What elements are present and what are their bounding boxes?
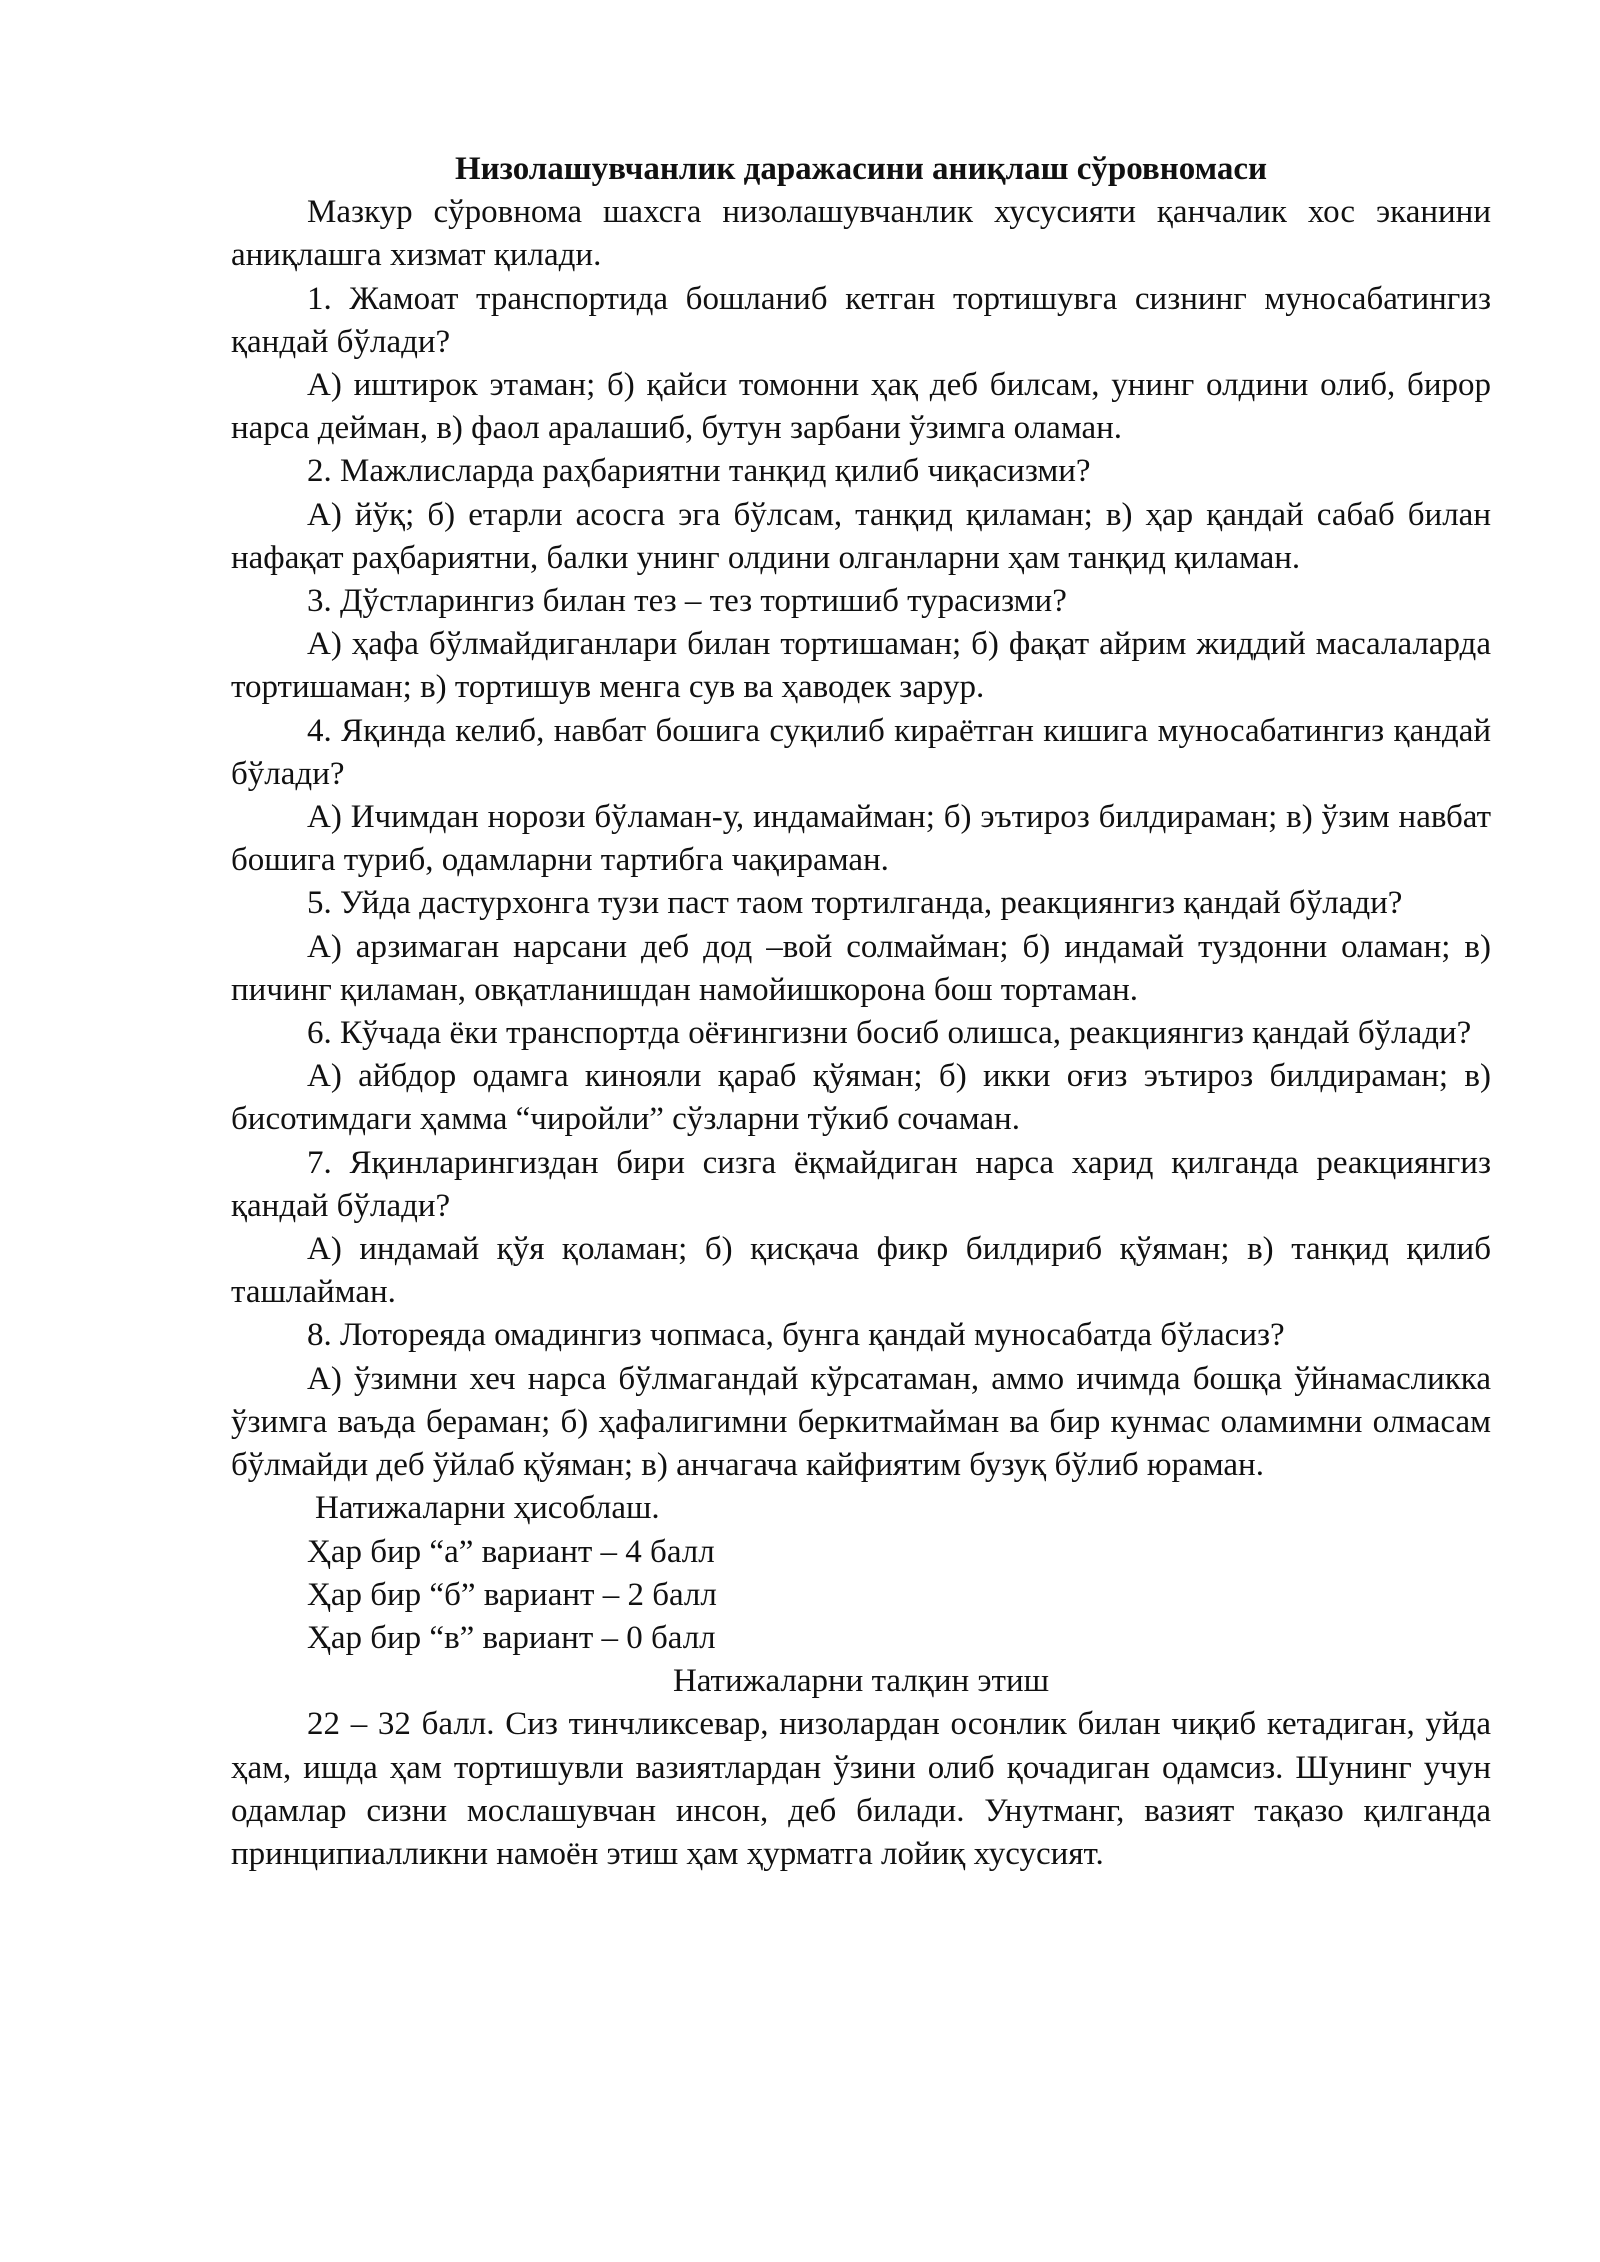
interpretation-title: Натижаларни талқин этиш xyxy=(672,1663,1050,1700)
scoring-rule-a: Ҳар бир “а” вариант – 4 балл xyxy=(307,1533,715,1570)
document-title: Низолашувчанлик даражасини аниқлаш сўровномаси xyxy=(454,151,1268,187)
intro-paragraph: Мазкур сўровнома шахсга низолашувчанлик хусусияти қанчалик хос эканини аниқлашга хизмат қилади. xyxy=(231,194,1491,274)
question-4: 4. Яқинда келиб, навбат бошига суқилиб кираётган кишига муносабатингиз қандай бўлади? xyxy=(231,712,1491,792)
answers-3: А) ҳафа бўлмайдиганлари билан тортишаман; б) фақат айрим жиддий масалаларда тортишаман; в) тортишув менга сув ва ҳаводек зарур. xyxy=(231,626,1491,706)
document-body xyxy=(231,148,1491,1876)
answers-5: А) арзимаган нарсани деб дод –вой солмайман; б) индамай туздонни оламан; в) пичинг қиламан, овқатланишдан намойишкорона бош тортаман. xyxy=(231,928,1491,1008)
answers-7: А) индамай қўя қоламан; б) қисқача фикр билдириб қўяман; в) танқид қилиб ташлайман. xyxy=(231,1231,1491,1311)
scoring-title: Натижаларни ҳисоблаш. xyxy=(315,1490,660,1527)
question-6: 6. Кўчада ёки транспортда оёғингизни босиб олишса, реакциянгиз қандай бўлади? xyxy=(307,1015,1472,1052)
answers-4: А) Ичимдан норози бўламан-у, индамайман; б) эътироз билдираман; в) ўзим навбат бошига туриб, одамларни тартибга чақираман. xyxy=(231,799,1491,879)
question-3: 3. Дўстларингиз билан тез – тез тортишиб турасизми? xyxy=(307,583,1067,620)
answers-2: А) йўқ; б) етарли асосга эга бўлсам, танқид қиламан; в) ҳар қандай сабаб билан нафақат раҳбариятни, балки унинг олдини олганларни ҳам танқид қиламан. xyxy=(231,496,1491,576)
scoring-rule-b: Ҳар бир “б” вариант – 2 балл xyxy=(307,1576,717,1613)
question-1: 1. Жамоат транспортида бошланиб кетган тортишувга сизнинг муносабатингиз қандай бўлади? xyxy=(231,280,1491,360)
scoring-rule-v: Ҳар бир “в” вариант – 0 балл xyxy=(307,1619,716,1656)
answers-8: А) ўзимни хеч нарса бўлмагандай кўрсатаман, аммо ичимда бошқа ўйнамасликка ўзимга ваъда бераман; б) ҳафалигимни беркитмайман ва бир кунмас оламимни олмасам бўлмайди деб ўйлаб қўяман; в) анчагача кайфиятим бузуқ бўлиб юраман. xyxy=(231,1360,1491,1484)
question-8: 8. Лотореяда омадингиз чопмаса, бунга қандай муносабатда бўласиз? xyxy=(307,1317,1285,1354)
interpretation-paragraph: 22 – 32 балл. Сиз тинчликсевар, низолардан осонлик билан чиқиб кетадиган, уйда ҳам, ишда ҳам тортишувли вазиятлардан ўзини олиб қочадиган одамсиз. Шунинг учун одамлар сизни мослашувчан инсон, деб билади. Унутманг, вазият тақазо қилганда принципиалликни намоён этиш ҳам ҳурматга лойиқ хусусият. xyxy=(231,1706,1491,1872)
answers-6: А) айбдор одамга кинояли қараб қўяман; б) икки оғиз эътироз билдираман; в) бисотимдаги ҳамма “чиройли” сўзларни тўкиб сочаман. xyxy=(231,1058,1491,1138)
question-2: 2. Мажлисларда раҳбариятни танқид қилиб чиқасизми? xyxy=(307,453,1091,490)
question-5: 5. Уйда дастурхонга тузи паст таом тортилганда, реакциянгиз қандай бўлади? xyxy=(307,885,1403,922)
question-7: 7. Яқинларингиздан бири сизга ёқмайдиган нарса харид қилганда реакциянгиз қандай бўлади? xyxy=(231,1144,1491,1224)
answers-1: А) иштирок этаман; б) қайси томонни ҳақ деб билсам, унинг олдини олиб, бирор нарса дейман, в) фаол аралашиб, бутун зарбани ўзимга оламан. xyxy=(231,367,1491,447)
